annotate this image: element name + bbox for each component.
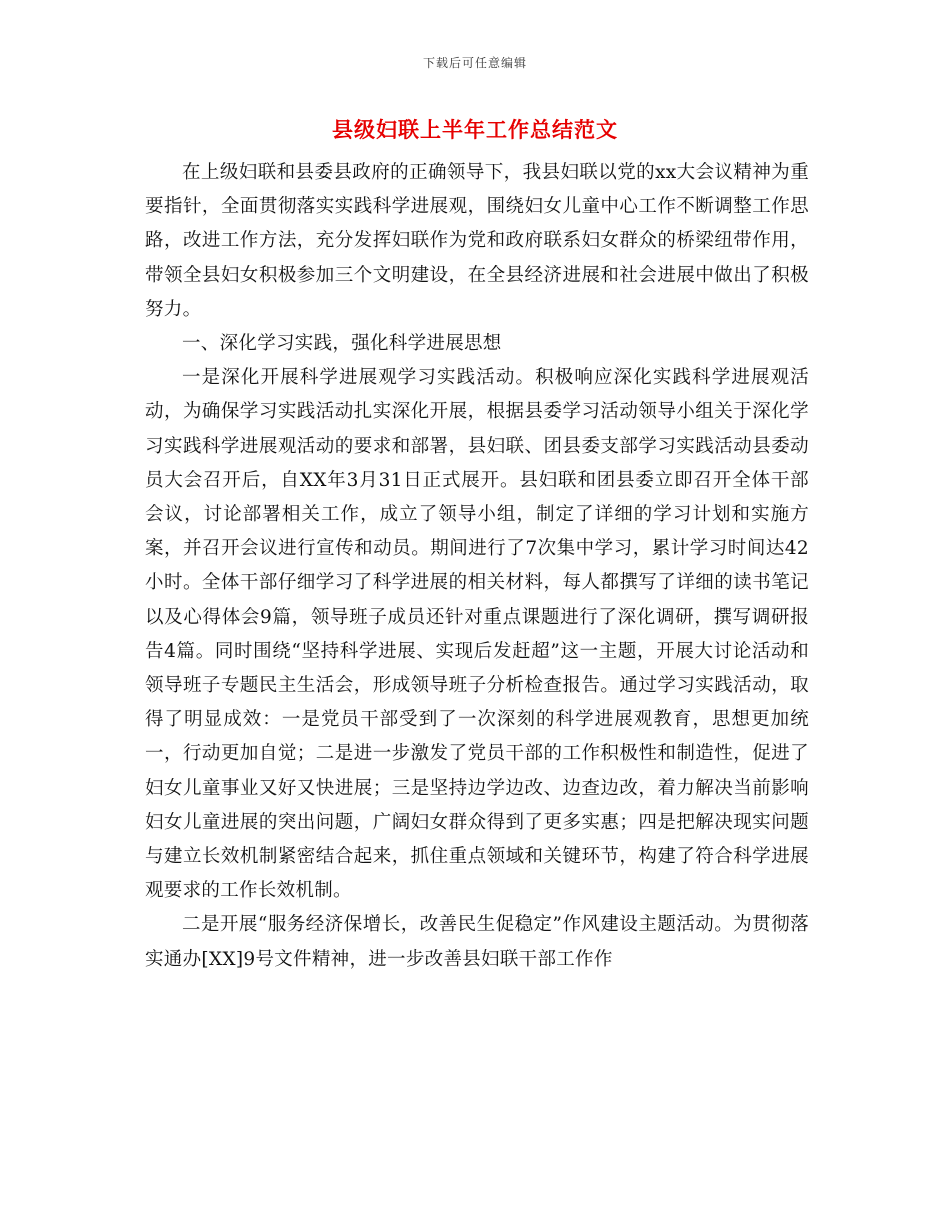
- document-title: 县级妇联上半年工作总结范文: [332, 117, 618, 142]
- paragraph-intro: 在上级妇联和县委县政府的正确领导下，我县妇联以党的xx大会议精神为重要指针，全面贯彻落实实践科学进展观，围绕妇女儿童中心工作不断调整工作思路，改进工作方法，充分发挥妇联作为党和政府联系妇女群众的桥梁纽带作用，带领全县妇女积极参加三个文明建设，在全县经济进展和社会进展中做出了积极努力。: [145, 162, 809, 320]
- section-heading: 一、深化学习实践，强化科学进展思想: [182, 333, 502, 355]
- header-note: 下载后可任意编辑: [422, 56, 527, 70]
- paragraph-study-practice: 一是深化开展科学进展观学习实践活动。积极响应深化实践科学进展观活动，为确保学习实践活动扎实深化开展，根据县委学习活动领导小组关于深化学习实践科学进展观活动的要求和部署，县妇联、团县委支部学习实践活动县委动员大会召开后，自XX年3月31日正式展开。县妇联和团县委立即召开全体干部会议，讨论部署相关工作，成立了领导小组，制定了详细的学习计划和实施方案，并召开会议进行宣传和动员。期间进行了7次集中学习，累计学习时间达42小时。全体干部仔细学习了科学进展的相关材料，每人都撰写了详细的读书笔记以及心得体会9篇，领导班子成员还针对重点课题进行了深化调研，撰写调研报告4篇。同时围绕“坚持科学进展、实现后发赶超”这一主题，开展大讨论活动和领导班子专题民主生活会，形成领导班子分析检查报告。通过学习实践活动，取得了明显成效：一是党员干部受到了一次深刻的科学进展观教育，思想更加统一，行动更加自觉；二是进一步激发了党员干部的工作积极性和制造性，促进了妇女儿童事业又好又快进展；三是坚持边学边改、边查边改，着力解决当前影响妇女儿童进展的突出问题，广阔妇女群众得到了更多实惠；四是把解决现实问题与建立长效机制紧密结合起来，抓住重点领域和关键环节，构建了符合科学进展观要求的工作长效机制。: [145, 367, 809, 902]
- paragraph-style-building: 二是开展“服务经济保增长，改善民生促稳定”作风建设主题活动。为贯彻落实通办[XX]9号文件精神，进一步改善县妇联干部工作作: [145, 914, 809, 970]
- document-body: [145, 156, 809, 977]
